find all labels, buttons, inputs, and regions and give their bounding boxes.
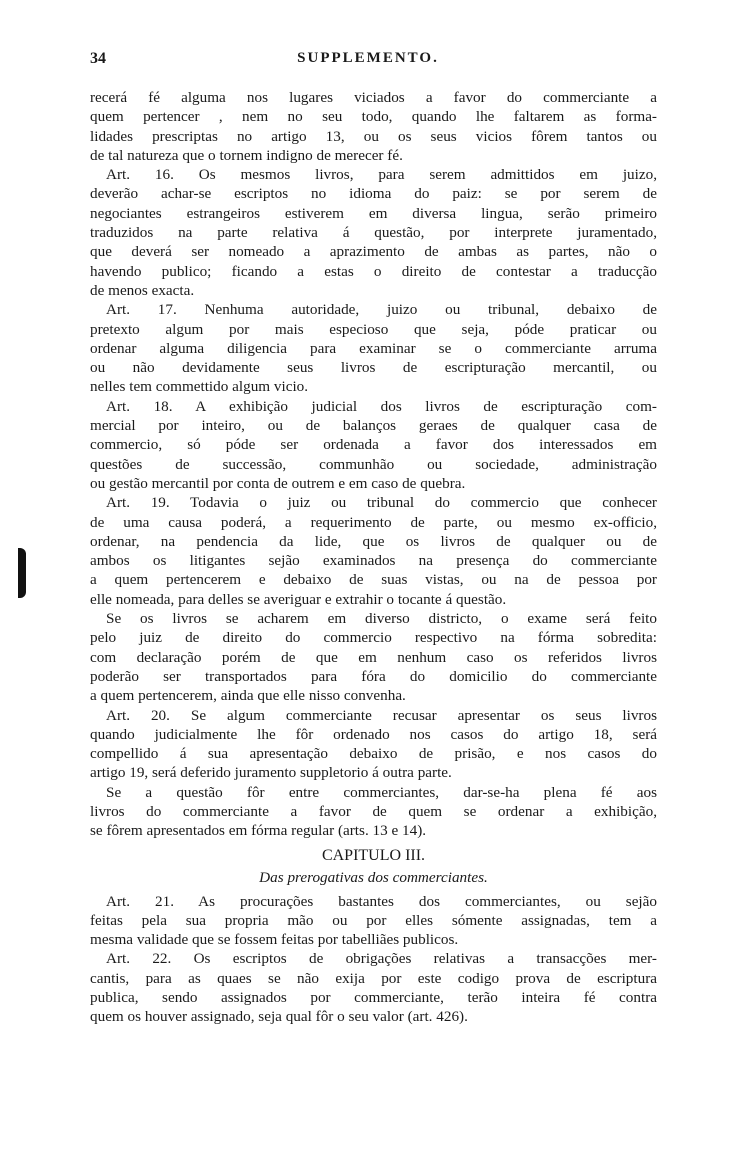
running-header: SUPPLEMENTO.: [297, 50, 439, 66]
text-line: Se a questão fôr entre commerciantes, dar-se-ha plena fé aos: [106, 783, 657, 801]
text-line: de uma causa poderá, a requerimento de parte, ou mesmo ex-officio,: [90, 513, 657, 531]
text-line: Art. 21. As procurações bastantes dos commerciantes, ou sejão: [106, 892, 657, 910]
text-line: compellido á sua apresentação debaixo de prisão, e nos casos do: [90, 745, 657, 763]
text-line: a quem pertencerem, ainda que elle nisso convenha.: [90, 687, 406, 705]
text-line: Art. 19. Todavia o juiz ou tribunal do commercio que conhecer: [106, 494, 657, 512]
text-line: Art. 20. Se algum commerciante recusar apresentar os seus livros: [106, 706, 657, 724]
text-line: publica, sendo assignados por commerciante, terão inteira fé contra: [90, 989, 657, 1007]
chapter-subtitle: Das prerogativas dos commerciantes.: [259, 868, 488, 886]
text-line: Art. 22. Os escriptos de obrigações relativas a transacções mer-: [106, 950, 657, 968]
text-line: deverão achar-se escriptos no idioma do paiz: se por serem de: [90, 185, 657, 203]
text-line: pretexto algum por mais especioso que seja, póde praticar ou: [90, 320, 657, 338]
text-line: Art. 17. Nenhuma autoridade, juizo ou tribunal, debaixo de: [106, 301, 657, 319]
text-line: traduzidos na parte relativa á questão, por interprete juramentado,: [90, 224, 657, 242]
binding-mark: [18, 548, 26, 598]
text-line: com declaração porém de que em nenhum caso os referidos livros: [90, 648, 657, 666]
text-line: mercial por inteiro, ou de balanços geraes de qualquer casa de: [90, 417, 657, 435]
text-line: Art. 16. Os mesmos livros, para serem admittidos em juizo,: [106, 166, 657, 184]
text-line: Art. 18. A exhibição judicial dos livros de escripturação com-: [106, 397, 657, 415]
page-number: 34: [90, 50, 106, 67]
text-line: se fôrem apresentados em fórma regular (arts. 13 e 14).: [90, 822, 427, 840]
text-line: de tal natureza que o tornem indigno de merecer fé.: [90, 146, 403, 164]
text-line: ambos os litigantes sejão examinados na presença do commerciante: [90, 552, 657, 570]
text-line: quem os houver assignado, seja qual fôr o seu valor (art. 426).: [90, 1008, 468, 1026]
text-line: quem pertencer , nem no seu todo, quando lhe faltarem as forma-: [90, 108, 657, 126]
text-line: artigo 19, será deferido juramento suppletorio á outra parte.: [90, 764, 452, 782]
text-line: lidades prescriptas no artigo 13, ou os seus vicios fôrem tantos ou: [90, 127, 657, 145]
text-line: que deverá ser nomeado a aprazimento de ambas as partes, não o: [90, 243, 657, 261]
text-line: poderão ser transportados para fóra do domicilio do commerciante: [90, 667, 657, 685]
chapter-heading: CAPITULO III.: [321, 846, 426, 864]
text-line: havendo publico; ficando a estas o direito de contestar a traducção: [90, 262, 657, 280]
text-line: nelles tem commettido algum vicio.: [90, 378, 309, 396]
text-line: mesma validade que se fossem feitas por tabelliães publicos.: [90, 931, 459, 949]
text-line: ou não devidamente seus livros de escripturação mercantil, ou: [90, 359, 657, 377]
text-line: ou gestão mercantil por conta de outrem e em caso de quebra.: [90, 474, 466, 492]
text-line: quando judicialmente lhe fôr ordenado nos casos do artigo 18, será: [90, 725, 657, 743]
text-line: pelo juiz de direito do commercio respectivo na fórma sobredita:: [90, 629, 657, 647]
page-body: [90, 88, 657, 1027]
text-line: a quem pertencerem e debaixo de suas vistas, ou na de pessoa por: [90, 571, 657, 589]
text-line: cantis, para as quaes se não exija por este codigo prova de escriptura: [90, 969, 657, 987]
text-line: commercio, só póde ser ordenada a favor dos interessados em: [90, 436, 657, 454]
text-line: elle nomeada, para delles se averiguar e extrahir o tocante á questão.: [90, 590, 507, 608]
text-line: negociantes estrangeiros estiverem em diversa lingua, serão primeiro: [90, 204, 657, 222]
text-line: de menos exacta.: [90, 281, 195, 299]
text-line: ordenar, na pendencia da lide, que os livros de qualquer ou de: [90, 532, 657, 550]
text-line: ordenar alguma diligencia para examinar se o commerciante arruma: [90, 339, 657, 357]
text-line: Se os livros se acharem em diverso districto, o exame será feito: [106, 610, 657, 628]
text-line: feitas pela sua propria mão ou por elles sómente assignadas, tem a: [90, 911, 657, 929]
text-line: recerá fé alguma nos lugares viciados a favor do commerciante a: [90, 89, 657, 106]
text-line: questões de successão, communhão ou sociedade, administração: [90, 455, 657, 473]
text-line: livros do commerciante a favor de quem se ordenar a exhibição,: [90, 802, 657, 820]
